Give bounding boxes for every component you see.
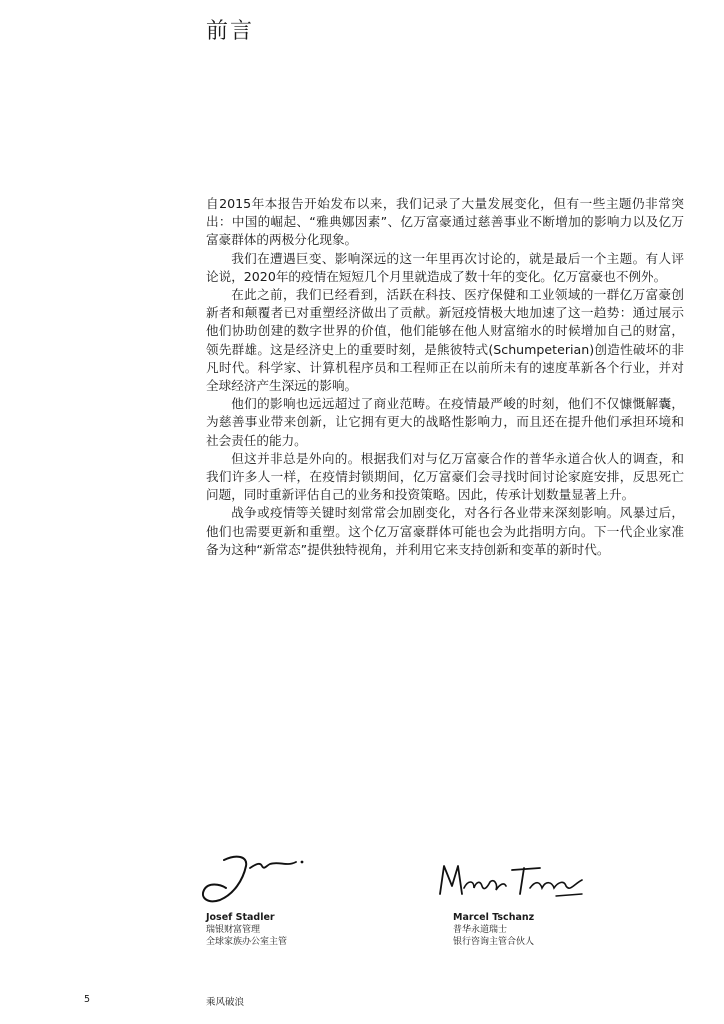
paragraph: 在此之前，我们已经看到，活跃在科技、医疗保健和工业领域的一群亿万富豪创新者和颠覆者已对重塑经济做出了贡献。新冠疫情极大地加速了这一趋势：通过展示他们协助创建的数字世界的价值，他们能够在他人财富缩水的时候增加自己的财富，领先群雄。这是经济史上的重要时刻，是熊彼特式(Schumpeterian)创造性破坏的非凡时代。科学家、计算机程序员和工程师正在以前所未有的速度革新各个行业，并对全球经济产生深远的影响。 <box>206 287 684 394</box>
signatory-block-2 <box>453 912 534 948</box>
paragraph: 战争或疫情等关键时刻常常会加剧变化，对各行各业带来深刻影响。风暴过后，他们也需要更新和重塑。这个亿万富豪群体可能也会为此指明方向。下一代企业家准备为这种“新常态”提供独特视角，并利用它来支持创新和变革的新时代。 <box>206 505 684 557</box>
paragraph: 自2015年本报告开始发布以来，我们记录了大量发展变化，但有一些主题仍非常突出：中国的崛起、“雅典娜因素”、亿万富豪通过慈善事业不断增加的影响力以及亿万富豪群体的两极分化现象。 <box>206 196 684 248</box>
signatory-name: Josef Stadler <box>206 912 275 923</box>
paragraph: 但这并非总是外向的。根据我们对与亿万富豪合作的普华永道合伙人的调查，和我们许多人一样，在疫情封锁期间，亿万富豪们会寻找时间讨论家庭安排，反思死亡问题，同时重新评估自己的业务和投资策略。因此，传承计划数量显著上升。 <box>206 450 684 503</box>
body-text <box>206 195 684 559</box>
footer-section-title: 乘风破浪 <box>206 997 245 1008</box>
signature-josef-stadler <box>196 848 316 908</box>
page-number: 5 <box>84 994 91 1005</box>
page-title: 前言 <box>206 19 255 44</box>
signatory-line2: 全球家族办公室主管 <box>206 937 288 947</box>
signatory-line1: 瑞银财富管理 <box>206 925 261 935</box>
signatory-line1: 普华永道瑞士 <box>453 925 508 935</box>
signatory-block-1 <box>206 912 287 948</box>
paragraph: 他们的影响也远远超过了商业范畴。在疫情最严峻的时刻，他们不仅慷慨解囊，为慈善事业带来创新，让它拥有更大的战略性影响力，而且还在提升他们承担环境和社会责任的能力。 <box>206 396 684 448</box>
signatory-line2: 银行咨询主管合伙人 <box>453 937 535 947</box>
signature-marcel-tschanz <box>436 858 586 906</box>
paragraph: 我们在遭遇巨变、影响深远的这一年里再次讨论的，就是最后一个主题。有人评论说，2020年的疫情在短短几个月里就造成了数十年的变化。亿万富豪也不例外。 <box>206 250 684 284</box>
signatory-name: Marcel Tschanz <box>453 912 535 923</box>
